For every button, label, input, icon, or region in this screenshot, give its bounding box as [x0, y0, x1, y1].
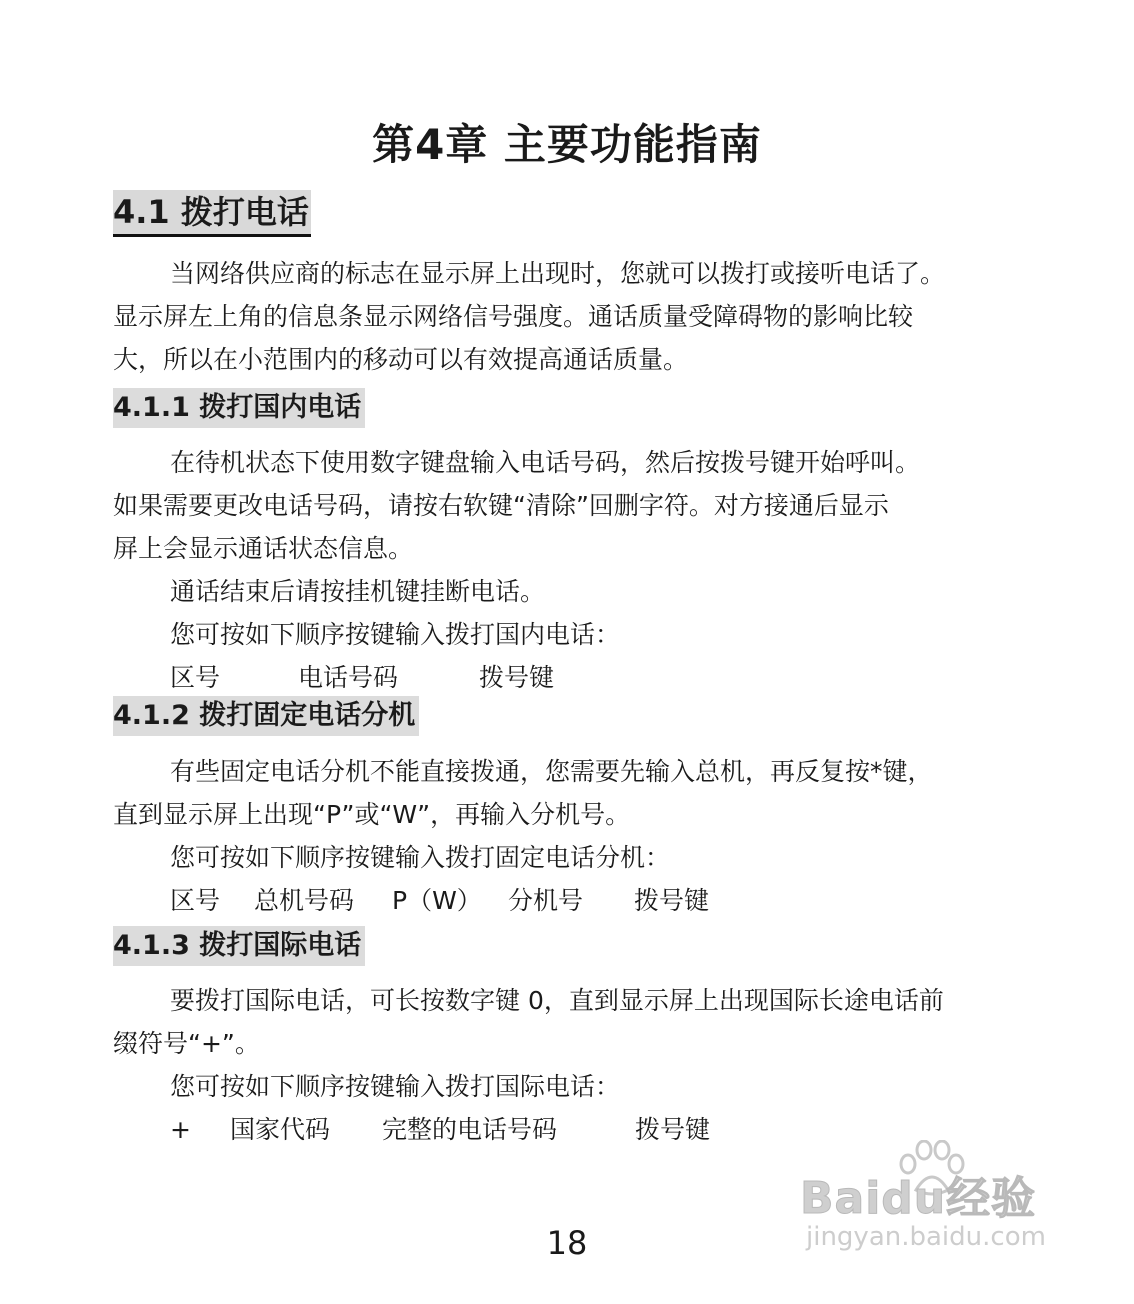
sequence-step: +	[170, 1115, 191, 1144]
watermark-logo: Baidu经验	[800, 1173, 1037, 1224]
intro-line: 当网络供应商的标志在显示屏上出现时，您就可以拨打或接听电话了。	[170, 259, 946, 288]
section-intro	[113, 252, 1033, 381]
sequence-step: 总机号码	[254, 886, 355, 915]
sequence-step: 国家代码	[230, 1115, 331, 1144]
body-line: 您可按如下顺序按键输入拨打国内电话：	[170, 620, 621, 649]
sequence-step: 拨号键	[479, 663, 555, 692]
body-line: 直到显示屏上出现“P”或“W”，再输入分机号。	[113, 800, 631, 829]
key-sequence	[113, 656, 1033, 699]
sequence-step: 区号	[170, 886, 221, 915]
sequence-step: P（W）	[392, 886, 482, 915]
watermark-url: jingyan.baidu.com	[806, 1222, 1046, 1252]
subsection-heading-4-1-2: 4.1.2 拨打固定电话分机	[113, 696, 419, 736]
body-line: 您可按如下顺序按键输入拨打国际电话：	[170, 1072, 621, 1101]
baidu-jingyan-watermark	[800, 1140, 1080, 1260]
sequence-step: 电话号码	[298, 663, 399, 692]
body-line: 您可按如下顺序按键输入拨打固定电话分机：	[170, 843, 671, 872]
sequence-step: 拨号键	[634, 886, 710, 915]
body-line: 屏上会显示通话状态信息。	[113, 534, 414, 563]
intro-line: 显示屏左上角的信息条显示网络信号强度。通话质量受障碍物的影响比较	[113, 302, 914, 331]
sequence-step: 拨号键	[635, 1115, 711, 1144]
subsection-body-4-1-3	[113, 979, 1033, 1151]
intro-line: 大，所以在小范围内的移动可以有效提高通话质量。	[113, 345, 689, 374]
subsection-body-4-1-1	[113, 441, 1033, 699]
sequence-step: 区号	[170, 663, 221, 692]
body-line: 在待机状态下使用数字键盘输入电话号码，然后按拨号键开始呼叫。	[170, 448, 921, 477]
subsection-body-4-1-2	[113, 750, 1033, 922]
subsection-heading-4-1-3: 4.1.3 拨打国际电话	[113, 926, 365, 966]
sequence-step: 完整的电话号码	[382, 1115, 558, 1144]
body-line: 要拨打国际电话，可长按数字键 0，直到显示屏上出现国际长途电话前	[170, 986, 944, 1015]
page-number: 18	[546, 1224, 588, 1262]
section-heading: 4.1 拨打电话	[113, 190, 311, 237]
body-line: 通话结束后请按挂机键挂断电话。	[170, 577, 546, 606]
key-sequence	[113, 879, 1033, 922]
body-line: 有些固定电话分机不能直接拨通，您需要先输入总机，再反复按*键，	[170, 757, 933, 786]
body-line: 如果需要更改电话号码，请按右软键“清除”回删字符。对方接通后显示	[113, 491, 889, 520]
subsection-heading-4-1-1: 4.1.1 拨打国内电话	[113, 388, 365, 428]
sequence-step: 分机号	[508, 886, 584, 915]
chapter-title: 第4章 主要功能指南	[372, 120, 762, 169]
body-line: 缀符号“+”。	[113, 1029, 260, 1058]
